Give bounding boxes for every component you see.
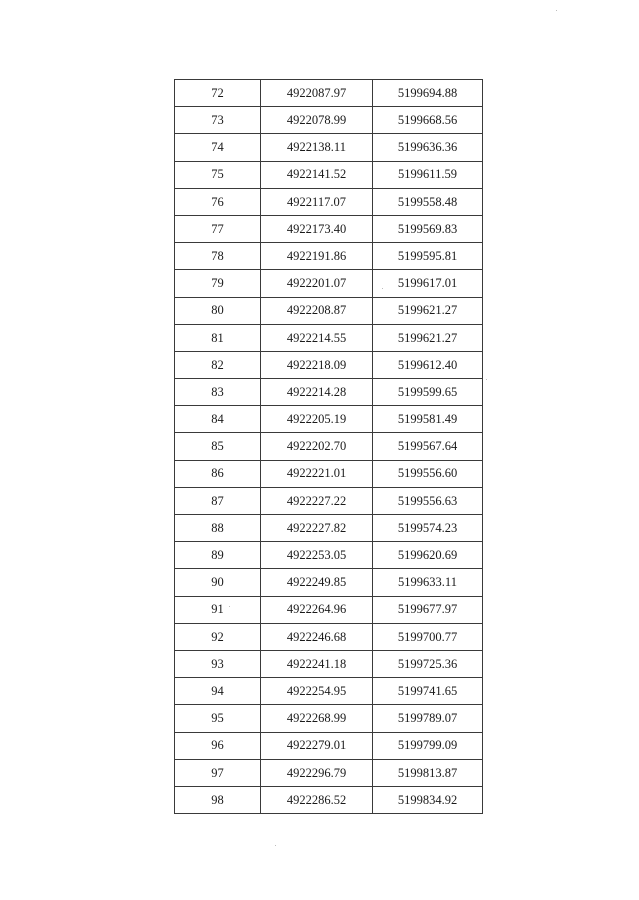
coordinate-table-body (175, 80, 483, 814)
table-row (175, 650, 483, 677)
y-coordinate-cell: 5199617.01 (373, 270, 483, 297)
table-row (175, 596, 483, 623)
point-number-cell: 92 (175, 623, 261, 650)
point-number-cell: 85 (175, 433, 261, 460)
y-coordinate-cell: 5199636.36 (373, 134, 483, 161)
table-row (175, 406, 483, 433)
table-row (175, 351, 483, 378)
table-row (175, 107, 483, 134)
table-row (175, 297, 483, 324)
x-coordinate-cell: 4922191.86 (261, 243, 373, 270)
y-coordinate-cell: 5199621.27 (373, 324, 483, 351)
x-coordinate-cell: 4922208.87 (261, 297, 373, 324)
y-coordinate-cell: 5199789.07 (373, 705, 483, 732)
scan-speck (486, 379, 487, 380)
y-coordinate-cell: 5199834.92 (373, 786, 483, 813)
x-coordinate-cell: 4922205.19 (261, 406, 373, 433)
table-row (175, 188, 483, 215)
y-coordinate-cell: 5199612.40 (373, 351, 483, 378)
point-number-cell: 98 (175, 786, 261, 813)
y-coordinate-cell: 5199620.69 (373, 542, 483, 569)
point-number-cell: 96 (175, 732, 261, 759)
point-number-cell: 82 (175, 351, 261, 378)
x-coordinate-cell: 4922279.01 (261, 732, 373, 759)
x-coordinate-cell: 4922264.96 (261, 596, 373, 623)
point-number-cell: 90 (175, 569, 261, 596)
point-number-cell: 72 (175, 80, 261, 107)
x-coordinate-cell: 4922268.99 (261, 705, 373, 732)
point-number-cell: 76 (175, 188, 261, 215)
point-number-cell: 78 (175, 243, 261, 270)
point-number-cell: 95 (175, 705, 261, 732)
point-number-cell: 74 (175, 134, 261, 161)
table-row (175, 243, 483, 270)
x-coordinate-cell: 4922117.07 (261, 188, 373, 215)
x-coordinate-cell: 4922173.40 (261, 215, 373, 242)
y-coordinate-cell: 5199611.59 (373, 161, 483, 188)
table-row (175, 515, 483, 542)
x-coordinate-cell: 4922201.07 (261, 270, 373, 297)
scan-speck (556, 10, 557, 11)
y-coordinate-cell: 5199556.60 (373, 460, 483, 487)
table-row (175, 433, 483, 460)
y-coordinate-cell: 5199694.88 (373, 80, 483, 107)
table-row (175, 324, 483, 351)
y-coordinate-cell: 5199569.83 (373, 215, 483, 242)
y-coordinate-cell: 5199558.48 (373, 188, 483, 215)
x-coordinate-cell: 4922246.68 (261, 623, 373, 650)
x-coordinate-cell: 4922214.55 (261, 324, 373, 351)
table-row (175, 215, 483, 242)
point-number-cell: 79 (175, 270, 261, 297)
point-number-cell: 80 (175, 297, 261, 324)
y-coordinate-cell: 5199677.97 (373, 596, 483, 623)
x-coordinate-cell: 4922241.18 (261, 650, 373, 677)
table-row (175, 569, 483, 596)
table-row (175, 80, 483, 107)
table-row (175, 678, 483, 705)
y-coordinate-cell: 5199574.23 (373, 515, 483, 542)
y-coordinate-cell: 5199567.64 (373, 433, 483, 460)
coordinate-table (174, 79, 483, 814)
table-row (175, 270, 483, 297)
scan-speck (275, 845, 276, 846)
table-row (175, 786, 483, 813)
table-row (175, 379, 483, 406)
y-coordinate-cell: 5199741.65 (373, 678, 483, 705)
table-row (175, 161, 483, 188)
x-coordinate-cell: 4922087.97 (261, 80, 373, 107)
point-number-cell: 87 (175, 487, 261, 514)
point-number-cell: 86 (175, 460, 261, 487)
y-coordinate-cell: 5199813.87 (373, 759, 483, 786)
y-coordinate-cell: 5199595.81 (373, 243, 483, 270)
table-row (175, 134, 483, 161)
point-number-cell: 91 (175, 596, 261, 623)
point-number-cell: 77 (175, 215, 261, 242)
table-row (175, 487, 483, 514)
x-coordinate-cell: 4922227.82 (261, 515, 373, 542)
y-coordinate-cell: 5199599.65 (373, 379, 483, 406)
x-coordinate-cell: 4922253.05 (261, 542, 373, 569)
table-row (175, 542, 483, 569)
y-coordinate-cell: 5199668.56 (373, 107, 483, 134)
table-row (175, 759, 483, 786)
table-row (175, 460, 483, 487)
point-number-cell: 97 (175, 759, 261, 786)
x-coordinate-cell: 4922214.28 (261, 379, 373, 406)
point-number-cell: 84 (175, 406, 261, 433)
point-number-cell: 75 (175, 161, 261, 188)
x-coordinate-cell: 4922227.22 (261, 487, 373, 514)
x-coordinate-cell: 4922218.09 (261, 351, 373, 378)
point-number-cell: 81 (175, 324, 261, 351)
y-coordinate-cell: 5199556.63 (373, 487, 483, 514)
point-number-cell: 88 (175, 515, 261, 542)
table-row (175, 732, 483, 759)
x-coordinate-cell: 4922286.52 (261, 786, 373, 813)
y-coordinate-cell: 5199700.77 (373, 623, 483, 650)
y-coordinate-cell: 5199633.11 (373, 569, 483, 596)
x-coordinate-cell: 4922254.95 (261, 678, 373, 705)
point-number-cell: 94 (175, 678, 261, 705)
x-coordinate-cell: 4922202.70 (261, 433, 373, 460)
point-number-cell: 89 (175, 542, 261, 569)
x-coordinate-cell: 4922221.01 (261, 460, 373, 487)
x-coordinate-cell: 4922138.11 (261, 134, 373, 161)
point-number-cell: 83 (175, 379, 261, 406)
x-coordinate-cell: 4922141.52 (261, 161, 373, 188)
x-coordinate-cell: 4922296.79 (261, 759, 373, 786)
table-row (175, 623, 483, 650)
point-number-cell: 73 (175, 107, 261, 134)
y-coordinate-cell: 5199581.49 (373, 406, 483, 433)
x-coordinate-cell: 4922078.99 (261, 107, 373, 134)
point-number-cell: 93 (175, 650, 261, 677)
y-coordinate-cell: 5199621.27 (373, 297, 483, 324)
y-coordinate-cell: 5199799.09 (373, 732, 483, 759)
table-row (175, 705, 483, 732)
x-coordinate-cell: 4922249.85 (261, 569, 373, 596)
y-coordinate-cell: 5199725.36 (373, 650, 483, 677)
